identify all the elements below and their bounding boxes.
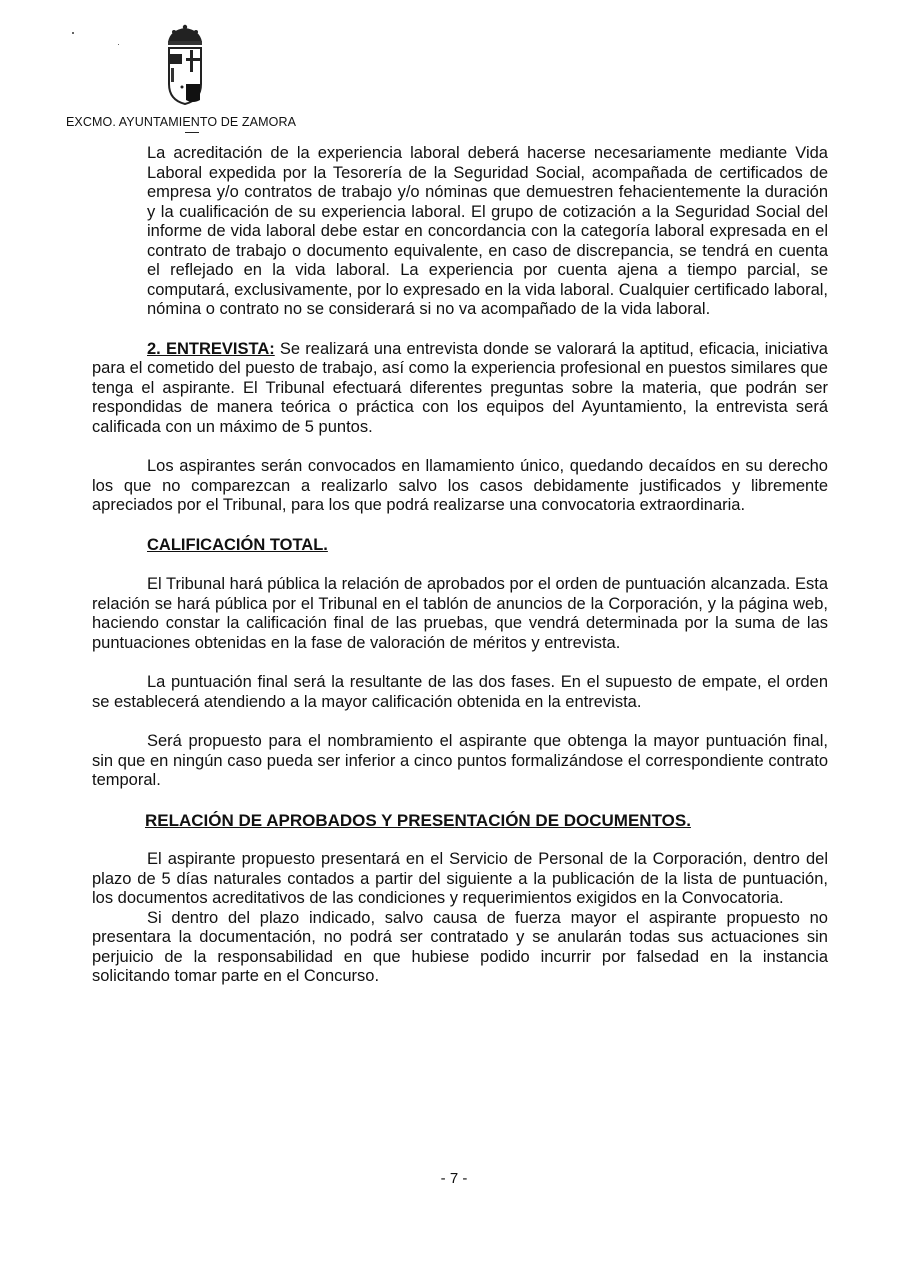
heading-calificacion-total: CALIFICACIÓN TOTAL.: [147, 535, 328, 554]
entrevista-text: Se realizará una entrevista donde se valorará la aptitud, eficacia, iniciativa para el cometido del puesto de trabajo, así como la experiencia profesional en puestos similares que tenga el aspirante. El Tribunal efectuará diferentes preguntas sobre la materia, que podrán ser respondidas de manera teórica o práctica con los equipos del Ayuntamiento, la entrevista será calificada con un máximo de 5 puntos.: [92, 339, 828, 436]
paragraph-experiencia: La acreditación de la experiencia laboral deberá hacerse necesariamente mediante Vida Laboral expedida por la Tesorería de la Seguridad Social, acompañada de certificados de empresa y/o contratos de trabajo y/o nóminas que demuestren fehacientemente la duración y la cualificación de su experiencia laboral. El grupo de cotización a la Seguridad Social del informe de vida laboral debe estar en concordancia con la categoría laboral expresada en el contrato de trabajo o documento equivalente, en caso de discrepancia, se tendrá en cuenta el reflejado en la vida laboral. La experiencia por cuenta ajena a tiempo parcial, se computará, exclusivamente, por lo expresado en la vida laboral. Cualquier certificado laboral, nómina o contrato no se considerará si no va acompañado de la vida laboral.: [147, 144, 828, 318]
paragraph-nombramiento: Será propuesto para el nombramiento el aspirante que obtenga la mayor puntuación final, sin que en ningún caso pueda ser inferior a cinco puntos formalizándose el correspondiente contrato temporal.: [92, 732, 828, 789]
heading-relacion-documentos: RELACIÓN DE APROBADOS Y PRESENTACIÓN DE DOCUMENTOS.: [145, 810, 691, 830]
entrevista-label: 2. ENTREVISTA:: [147, 339, 275, 358]
paragraph-presentacion: El aspirante propuesto presentará en el Servicio de Personal de la Corporación, dentro del plazo de 5 días naturales contados a partir del siguiente a la publicación de la lista de puntuación, los documentos acreditativos de las condiciones y requerimientos exigidos en la Convocatoria.: [92, 850, 828, 907]
scan-speck: [72, 32, 74, 34]
scan-speck: [118, 44, 119, 45]
organization-name: EXCMO. AYUNTAMIENTO DE ZAMORA: [66, 115, 297, 129]
paragraph-plazo: Si dentro del plazo indicado, salvo causa de fuerza mayor el aspirante propuesto no presentara la documentación, no podrá ser contratado y se anularán todas sus actuaciones sin perjuicio de la responsabilidad en que hubiese podido incurrir por falsedad en la instancia solicitando tomar parte en el Concurso.: [92, 908, 828, 985]
document-body: [92, 144, 828, 987]
paragraph-convocatoria: Los aspirantes serán convocados en llamamiento único, quedando decaídos en su derecho los que no comparezcan a realizarlo salvo los casos debidamente justificados y libremente apreciados por el Tribunal, para los que podrá realizarse una convocatoria extraordinaria.: [92, 457, 828, 514]
paragraph-relacion-aprobados: El Tribunal hará pública la relación de aprobados por el orden de puntuación alcanzada. Esta relación se hará pública por el Tribunal en el tablón de anuncios de la Corporación, y la página web, haciendo constar la calificación final de las pruebas, que vendrá determinada por la suma de las puntuaciones obtenidas en la fase de valoración de méritos y entrevista.: [92, 575, 828, 652]
paragraph-entrevista: [92, 340, 828, 438]
coat-of-arms-icon: [160, 24, 210, 106]
page-number: - 7 -: [440, 1170, 468, 1187]
header-divider: [185, 132, 199, 133]
paragraph-puntuacion-final: La puntuación final será la resultante de las dos fases. En el supuesto de empate, el orden se establecerá atendiendo a la mayor calificación obtenida en la entrevista.: [92, 673, 828, 711]
